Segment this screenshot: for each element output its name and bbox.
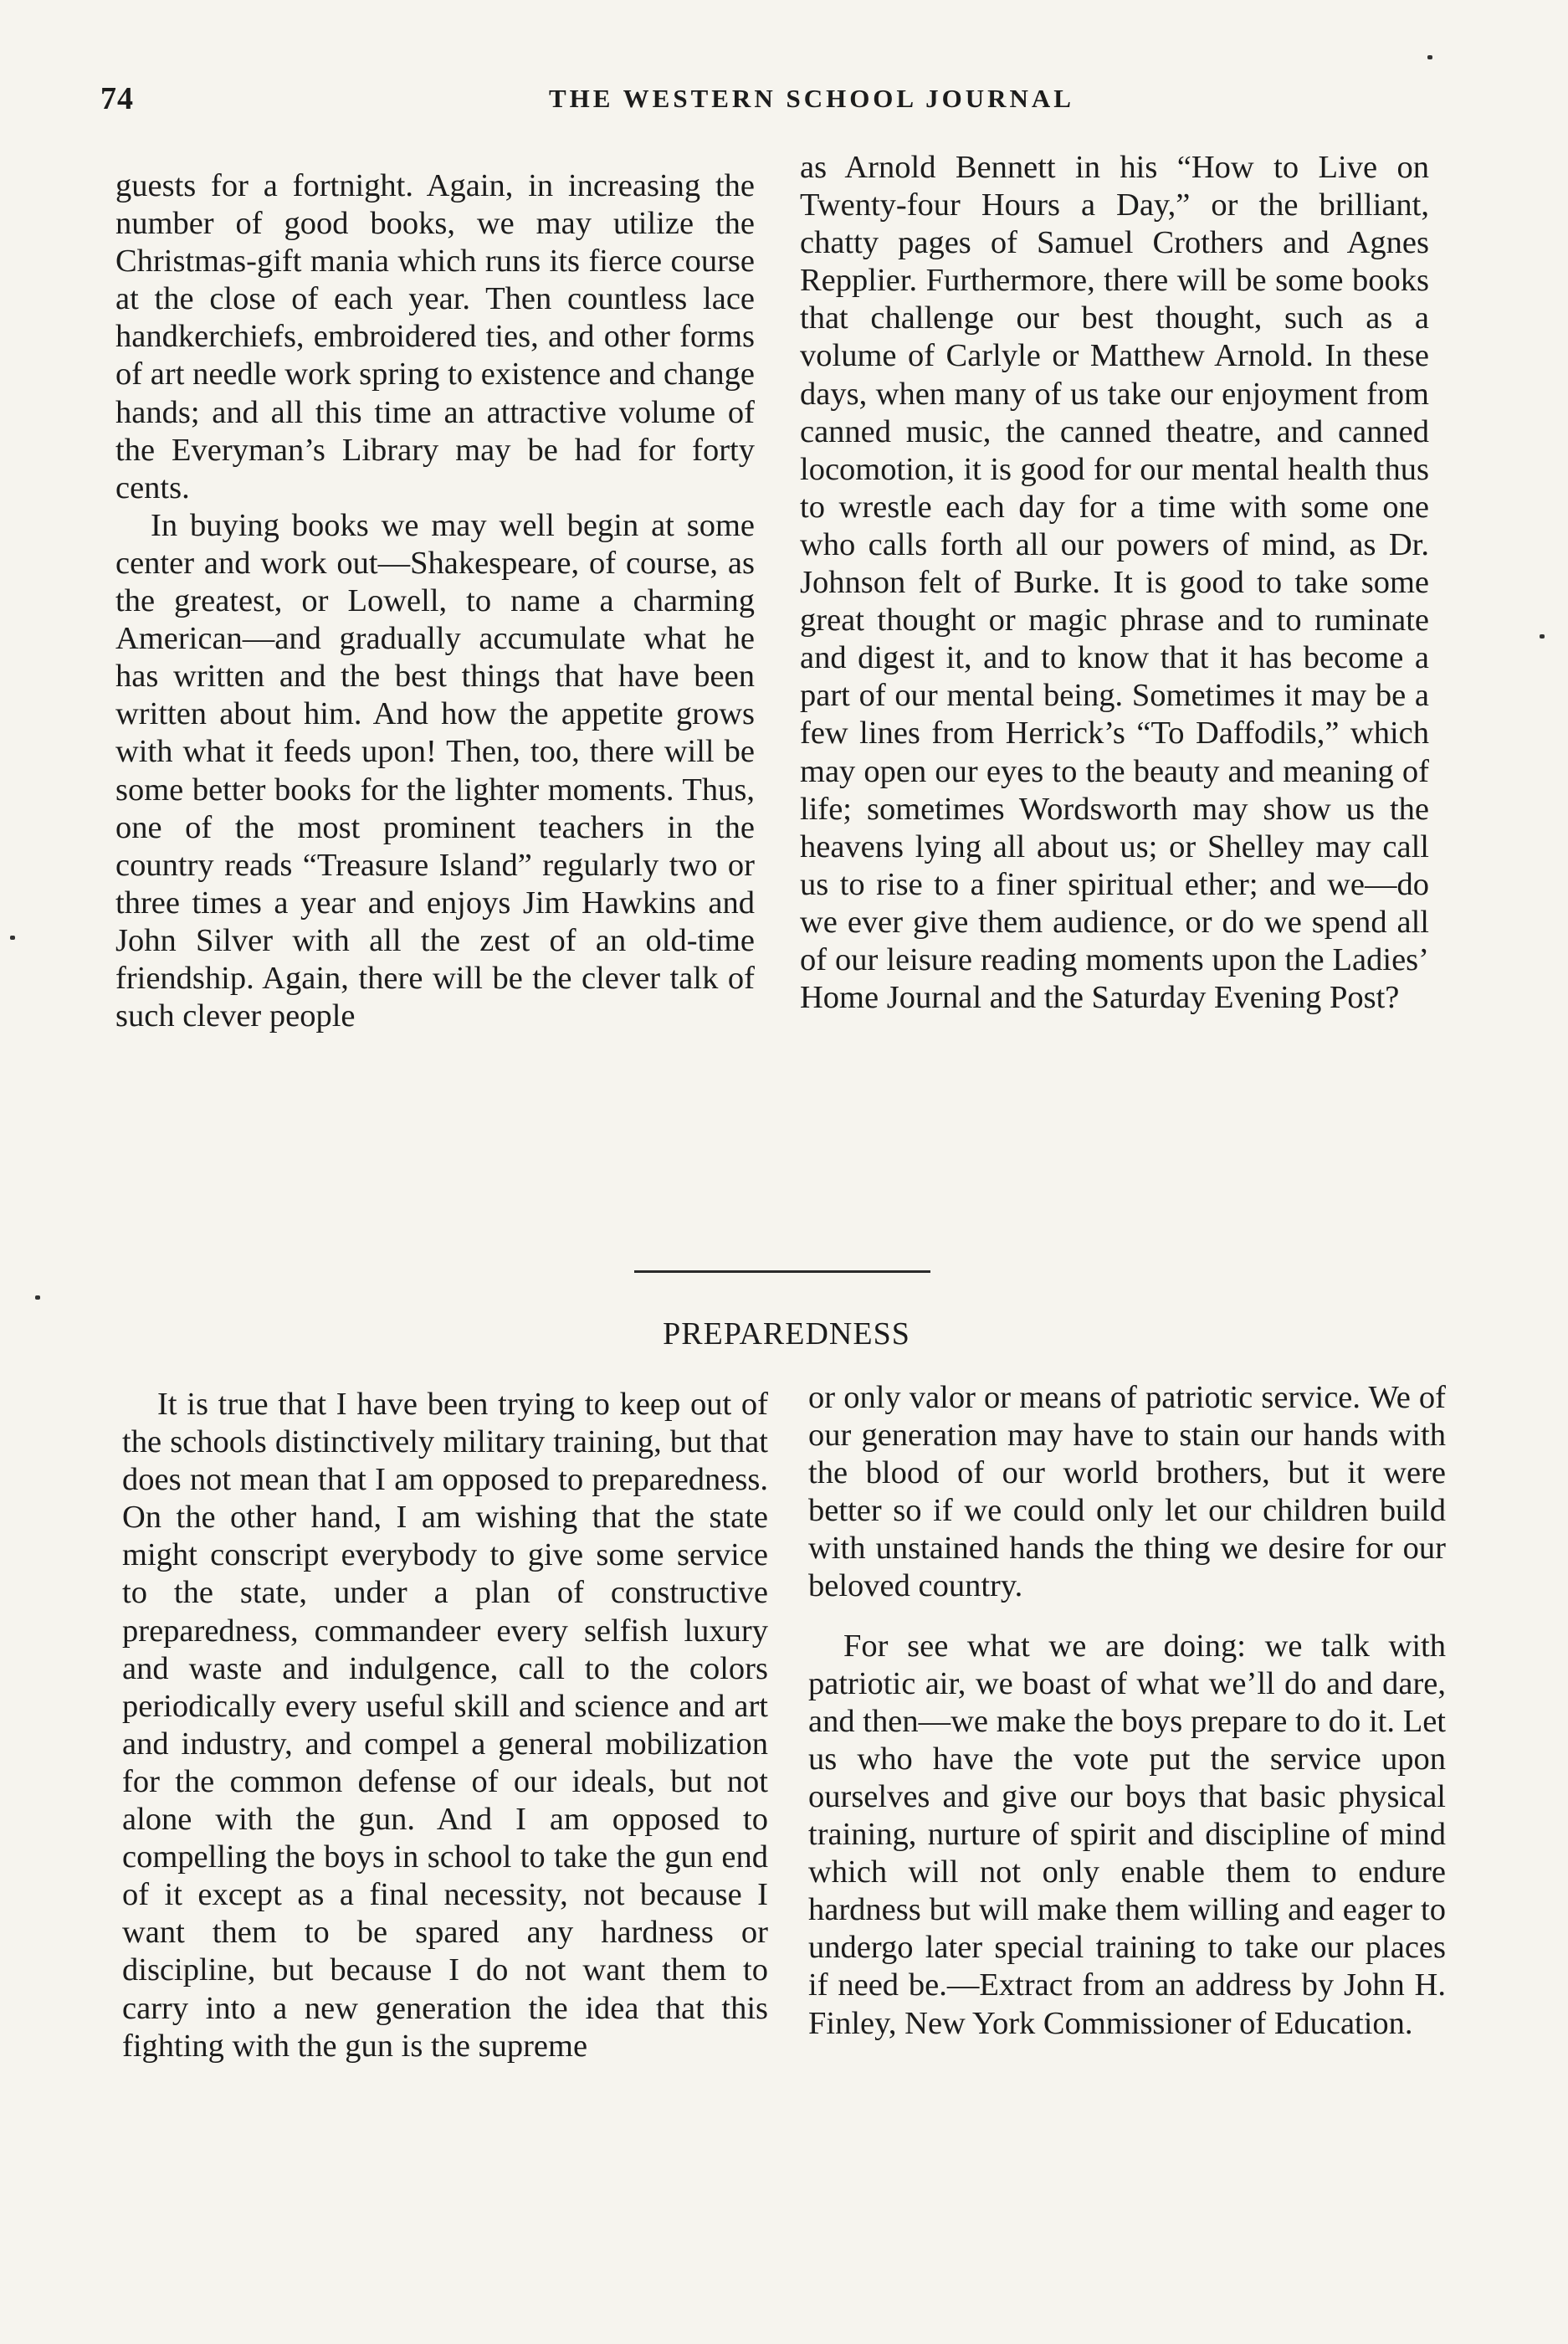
preparedness-left-column bbox=[122, 1386, 768, 2065]
preparedness-right-column bbox=[808, 1379, 1446, 2043]
article-left-column bbox=[115, 167, 755, 1035]
print-speck bbox=[35, 1295, 40, 1300]
paragraph: guests for a fortnight. Again, in increasing the number of good books, we may utilize the Christmas-gift mania which runs its fierce course at the close of each year. Then countless lace handkerchiefs, embroidered ties, and other forms of art needle work spring to existence and change hands; and all this time an attractive volume of the Everyman’s Library may be had for forty cents. bbox=[115, 168, 755, 505]
paragraph: as Arnold Bennett in his “How to Live on Twenty-four Hours a Day,” or the brilliant, chatty pages of Samuel Crothers and Agnes Repplier. Furthermore, there will be some books that challenge our best thought, such as a volume of Carlyle or Matthew Arnold. In these days, when many of us take our enjoyment from canned music, the canned theatre, and canned locomotion, it is good for our mental health thus to wrestle each day for a time with some one who calls forth all our powers of mind, as Dr. Johnson felt of Burke. It is good to take some great thought or magic phrase and to ruminate and digest it, and to know that it has become a part of our mental being. Sometimes it may be a few lines from Herrick’s “To Daffodils,” which may open our eyes to the beauty and meaning of life; sometimes Wordsworth may show us the heavens lying all about us; or Shelley may call us to rise to a finer spiritual ether; and we—do we ever give them audience, or do we spend all of our leisure reading moments upon the Ladies’ Home Journal and the Saturday Evening Post? bbox=[800, 150, 1429, 1016]
section-title: PREPAREDNESS bbox=[663, 1316, 910, 1352]
paragraph: or only valor or means of patriotic service. We of our generation may have to stain our hands with the blood of our world brothers, but it were better so if we could only let our children build with unstained hands the thing we desire for our beloved country. bbox=[808, 1380, 1446, 1604]
page-number: 74 bbox=[100, 81, 134, 116]
running-head: THE WESTERN SCHOOL JOURNAL bbox=[549, 84, 1074, 113]
paragraph: In buying books we may well begin at some center and work out—Shakespeare, of course, as the greatest, or Lowell, to name a charming American—and gradually accumulate what he has written and the best things that have been written about him. And how the appetite grows with what it feeds upon! Then, too, there will be some better books for the lighter moments. Thus, one of the most prominent teachers in the country reads “Treasure Island” regularly two or three times a year and enjoys Jim Hawkins and John Silver with all the zest of an old-time friendship. Again, there will be the clever talk of such clever people bbox=[115, 507, 755, 1034]
print-speck bbox=[1540, 634, 1545, 639]
print-speck bbox=[10, 936, 15, 940]
section-divider bbox=[634, 1270, 930, 1273]
print-speck bbox=[1427, 55, 1432, 59]
page-header bbox=[100, 80, 1473, 131]
paragraph: It is true that I have been trying to keep out of the schools distinctively military training, but that does not mean that I am opposed to preparedness. On the other hand, I am wishing that the state might conscript everybody to give some service to the state, under a plan of constructive preparedness, commandeer every selfish luxury and waste and indulgence, call to the colors periodically every useful skill and science and art and industry, and compel a general mobilization for the common defense of our ideals, but not alone with the gun. And I am opposed to compelling the boys in school to take the gun end of it except as a final necessity, not because I want them to be spared any hardness or discipline, but because I do not want them to carry into a new generation the idea that this fighting with the gun is the supreme bbox=[122, 1387, 768, 2064]
article-right-column bbox=[800, 149, 1429, 1017]
paragraph: For see what we are doing: we talk with patriotic air, we boast of what we’ll do and dare, and then—we make the boys prepare to do it. Let us who have the vote put the service upon ourselves and give our boys that basic physical training, nurture of spirit and discipline of mind which will not only enable them to endure hardness but will make them willing and eager to undergo later special training to take our places if need be.—Extract from an address by John H. Finley, New York Commissioner of Education. bbox=[808, 1628, 1446, 2041]
